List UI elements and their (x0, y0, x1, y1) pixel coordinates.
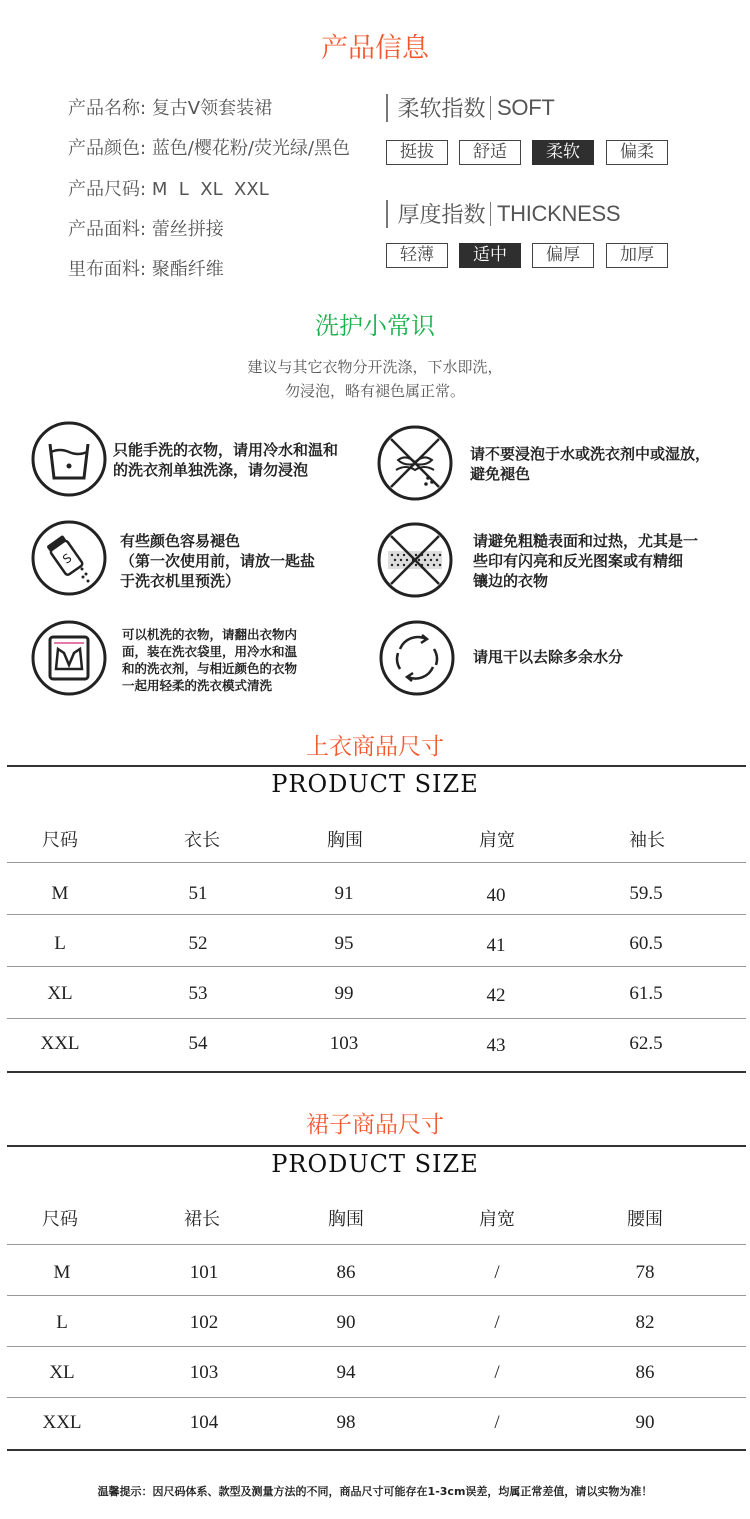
table-cell: 42 (486, 985, 506, 1006)
table-header: 腰围 (627, 1209, 663, 1230)
table-cell: / (494, 1362, 500, 1383)
divider (7, 1145, 746, 1147)
laundry-bag-icon (30, 619, 108, 697)
table-cell: 59.5 (629, 883, 663, 904)
table-cell: 62.5 (629, 1033, 663, 1054)
table-cell: 54 (188, 1033, 208, 1054)
info-value: M L XL XXL (151, 179, 269, 200)
care-title: 洗护小常识 (315, 312, 435, 340)
table-cell: 51 (188, 883, 208, 904)
care-item-text: 可以机洗的衣物，请翻出衣物内 面，装在洗衣袋里，用冷水和温 和的洗衣剂，与相近颜色的衣物 一起用轻柔的洗衣模式清洗 (122, 627, 298, 693)
table-cell: 90 (336, 1312, 356, 1333)
table-cell: 102 (189, 1312, 219, 1333)
divider (7, 862, 746, 863)
table-cell: 61.5 (629, 983, 663, 1004)
divider (7, 1018, 746, 1019)
thickness-index-heading (386, 198, 620, 229)
table-cell: / (494, 1312, 500, 1333)
divider (7, 1397, 746, 1398)
table-cell: XL (47, 983, 73, 1004)
table-header: 袖长 (629, 830, 665, 851)
soft-option-selected: 柔软 (532, 140, 594, 165)
table-cell: 53 (188, 983, 208, 1004)
care-item-text: 有些颜色容易褪色 （第一次使用前，请放一匙盐 于洗衣机里预洗） (120, 532, 316, 590)
table-header: 胸围 (328, 1209, 364, 1230)
info-label: 产品颜色: (68, 138, 147, 159)
info-value: 蓝色/樱花粉/荧光绿/黑色 (151, 138, 351, 159)
info-label: 里布面料: (68, 259, 147, 280)
table-cell: 90 (635, 1412, 655, 1433)
table-cell: 101 (189, 1262, 219, 1283)
soft-index-heading (386, 92, 554, 123)
info-value: 聚酯纤维 (151, 259, 224, 280)
table-cell: / (494, 1262, 500, 1283)
thickness-index-title: 厚度指数 (397, 203, 486, 228)
table-cell: M (53, 1262, 71, 1283)
care-item-text: 请避免粗糙表面和过热，尤其是一 些印有闪亮和反光图案或有精细 镶边的衣物 (473, 532, 699, 590)
info-label: 产品面料: (68, 219, 147, 240)
table-cell: 41 (486, 935, 506, 956)
soft-option: 偏柔 (606, 140, 668, 165)
thickness-option-selected: 适中 (459, 243, 521, 268)
salt-shaker-icon (30, 519, 108, 597)
info-row-name (68, 94, 272, 120)
divider (7, 966, 746, 967)
info-value: 复古V领套装裙 (151, 98, 273, 119)
thickness-option: 加厚 (606, 243, 668, 268)
table-cell: 60.5 (629, 933, 663, 954)
info-row-color (68, 134, 350, 160)
top-size-title: 上衣商品尺寸 (306, 734, 444, 760)
table-cell: 104 (189, 1412, 219, 1433)
thickness-index-title-en: THICKNESS (497, 200, 621, 226)
table-cell: 98 (336, 1412, 356, 1433)
table-cell: 95 (334, 933, 354, 954)
table-cell: 103 (329, 1033, 359, 1054)
table-cell: 103 (189, 1362, 219, 1383)
skirt-size-subtitle: PRODUCT SIZE (271, 1150, 479, 1178)
table-header: 裙长 (184, 1209, 220, 1230)
divider (7, 1071, 746, 1073)
svg-text:S: S (60, 550, 75, 567)
table-cell: L (56, 1312, 68, 1333)
care-advice-line2: 勿浸泡，略有褪色属正常。 (284, 382, 465, 400)
table-cell: XXL (42, 1412, 82, 1433)
table-cell: 99 (334, 983, 354, 1004)
product-info-title: 产品信息 (321, 33, 429, 64)
table-cell: 86 (336, 1262, 356, 1283)
info-value: 蕾丝拼接 (151, 219, 224, 240)
care-item-text: 只能手洗的衣物，请用冷水和温和 的洗衣剂单独洗涤，请勿浸泡 (113, 441, 339, 479)
no-soak-icon (376, 424, 454, 502)
spin-dry-icon (378, 619, 456, 697)
table-cell: 78 (635, 1262, 655, 1283)
soft-index-title-en: SOFT (497, 94, 555, 120)
skirt-size-title: 裙子商品尺寸 (306, 1112, 444, 1138)
table-cell: M (51, 883, 69, 904)
thickness-option: 轻薄 (386, 243, 448, 268)
divider (7, 1295, 746, 1296)
info-row-lining (68, 255, 224, 281)
table-header: 肩宽 (479, 830, 515, 851)
info-label: 产品尺码: (68, 179, 147, 200)
hand-wash-icon (30, 420, 108, 498)
table-cell: 94 (336, 1362, 356, 1383)
info-row-size (68, 175, 269, 201)
table-cell: 86 (635, 1362, 655, 1383)
care-item-text: 请不要浸泡于水或洗衣剂中或湿放， 避免褪色 (470, 445, 711, 483)
table-header: 尺码 (42, 830, 78, 851)
divider (7, 1449, 746, 1451)
no-rough-surface-icon (376, 521, 454, 599)
table-header: 衣长 (184, 830, 220, 851)
info-row-fabric (68, 215, 224, 241)
table-header: 尺码 (42, 1209, 78, 1230)
table-cell: L (54, 933, 66, 954)
table-cell: / (494, 1412, 500, 1433)
table-header: 肩宽 (479, 1209, 515, 1230)
table-cell: 91 (334, 883, 354, 904)
soft-index-title: 柔软指数 (397, 97, 486, 122)
divider (7, 1244, 746, 1245)
table-cell: 52 (188, 933, 208, 954)
soft-option: 舒适 (459, 140, 521, 165)
divider (7, 765, 746, 767)
footer-note: 温馨提示：因尺码体系、款型及测量方法的不同，商品尺寸可能存在1-3cm误差，均属正常差值，请以实物为准！ (97, 1485, 653, 1498)
table-cell: 43 (486, 1035, 506, 1056)
table-header: 胸围 (327, 830, 363, 851)
care-item-text: 请甩干以去除多余水分 (473, 648, 624, 666)
info-label: 产品名称: (68, 98, 147, 119)
divider (7, 1346, 746, 1347)
table-cell: XL (49, 1362, 75, 1383)
care-advice-line1: 建议与其它衣物分开洗涤，下水即洗， (247, 358, 503, 376)
soft-option: 挺拔 (386, 140, 448, 165)
table-cell: 82 (635, 1312, 655, 1333)
top-size-subtitle: PRODUCT SIZE (271, 770, 479, 798)
thickness-option: 偏厚 (532, 243, 594, 268)
divider (7, 914, 746, 915)
table-cell: 40 (486, 885, 506, 906)
table-cell: XXL (40, 1033, 80, 1054)
